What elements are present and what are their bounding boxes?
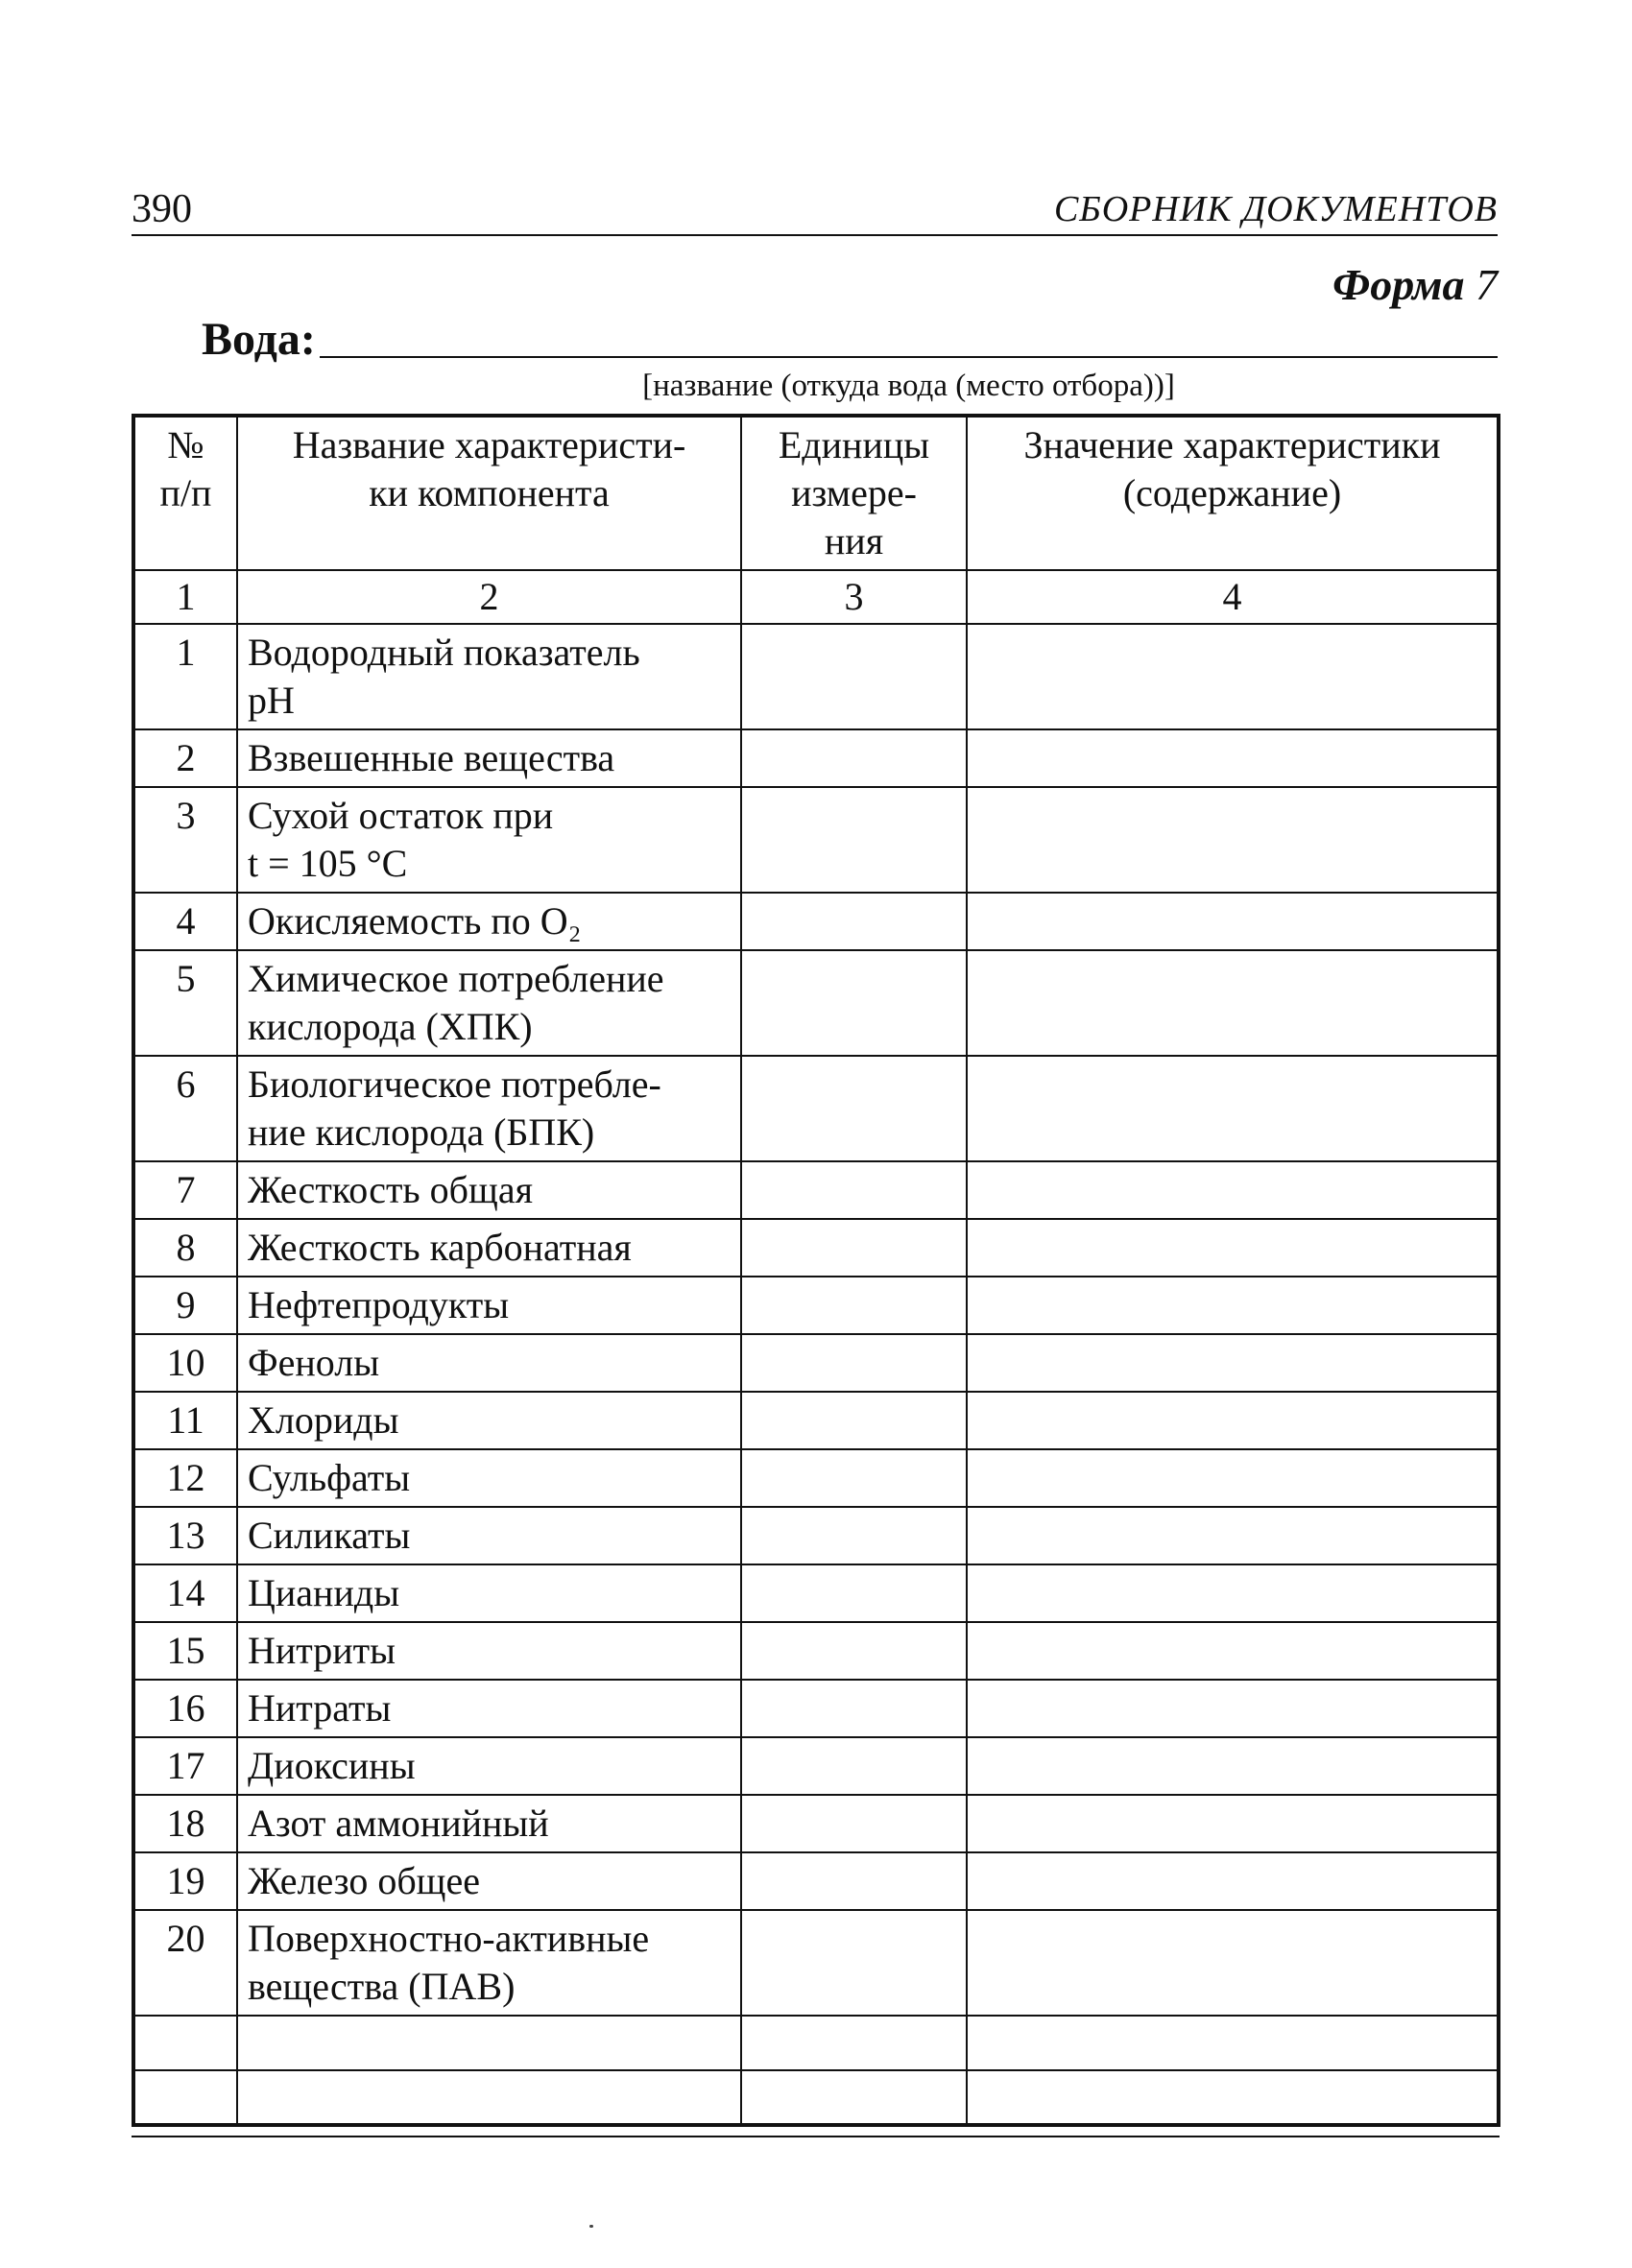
value-cell[interactable] — [967, 893, 1499, 950]
unit-cell[interactable] — [741, 2070, 967, 2125]
characteristic-name — [237, 787, 741, 893]
characteristic-name-line: ние кислорода (БПК) — [248, 1110, 595, 1154]
row-number — [133, 2016, 237, 2070]
value-cell[interactable] — [967, 2016, 1499, 2070]
header-number-line: № — [167, 423, 204, 466]
water-label: Вода: — [202, 314, 316, 365]
characteristic-name-line: Фенолы — [248, 1341, 380, 1384]
value-cell[interactable] — [967, 624, 1499, 729]
table-row — [133, 1277, 1499, 1334]
form-label-word: Форма — [1332, 260, 1465, 309]
table-row — [133, 1737, 1499, 1795]
characteristic-name-line: Сульфаты — [248, 1456, 411, 1499]
characteristic-name-line: Азот аммонийный — [248, 1802, 549, 1845]
table-row — [133, 1219, 1499, 1277]
unit-cell[interactable] — [741, 1392, 967, 1449]
characteristic-name — [237, 1622, 741, 1680]
unit-cell[interactable] — [741, 787, 967, 893]
characteristic-name-line: Нефтепродукты — [248, 1283, 510, 1326]
header-value-line: Значение характеристики — [1023, 423, 1441, 466]
characteristic-name — [237, 1449, 741, 1507]
characteristic-name — [237, 1795, 741, 1852]
row-number: 17 — [133, 1737, 237, 1795]
characteristic-name-line: Биологическое потребле- — [248, 1062, 661, 1106]
unit-cell[interactable] — [741, 1910, 967, 2016]
header-unit — [741, 416, 967, 570]
header-name-line: ки компонента — [369, 471, 610, 514]
table-row — [133, 1449, 1499, 1507]
footer-rule — [132, 2136, 1500, 2137]
table-row — [133, 1795, 1499, 1852]
value-cell[interactable] — [967, 1449, 1499, 1507]
table-row — [133, 1392, 1499, 1449]
table-row — [133, 1334, 1499, 1392]
characteristic-name-line: Химическое потребление — [248, 957, 664, 1000]
header-name-line: Название характеристи- — [292, 423, 686, 466]
page-number: 390 — [132, 187, 192, 231]
row-number: 18 — [133, 1795, 237, 1852]
unit-cell[interactable] — [741, 1852, 967, 1910]
unit-cell[interactable] — [741, 2016, 967, 2070]
value-cell[interactable] — [967, 1334, 1499, 1392]
value-cell[interactable] — [967, 1910, 1499, 2016]
characteristic-name-line: кислорода (ХПК) — [248, 1005, 533, 1048]
water-name-field[interactable] — [320, 356, 1498, 358]
unit-cell[interactable] — [741, 1795, 967, 1852]
table-row — [133, 1161, 1499, 1219]
table-row — [133, 893, 1499, 950]
row-number: 16 — [133, 1680, 237, 1737]
value-cell[interactable] — [967, 1392, 1499, 1449]
form-label-number: 7 — [1476, 260, 1498, 309]
characteristic-name-line: Поверхностно-активные — [248, 1917, 650, 1960]
characteristic-name — [237, 1277, 741, 1334]
characteristic-name-line: вещества (ПАВ) — [248, 1965, 516, 2008]
value-cell[interactable] — [967, 1219, 1499, 1277]
characteristic-name-line: Жесткость карбонатная — [248, 1226, 632, 1269]
characteristic-name — [237, 1680, 741, 1737]
column-number: 2 — [237, 570, 741, 624]
unit-cell[interactable] — [741, 1449, 967, 1507]
unit-cell[interactable] — [741, 1056, 967, 1161]
row-number: 1 — [133, 624, 237, 729]
unit-cell[interactable] — [741, 1737, 967, 1795]
characteristic-name — [237, 1161, 741, 1219]
print-speck — [589, 2225, 593, 2228]
header-number-line: п/п — [159, 471, 212, 514]
table-row — [133, 2016, 1499, 2070]
row-number: 19 — [133, 1852, 237, 1910]
row-number: 9 — [133, 1277, 237, 1334]
table-header-row — [133, 416, 1499, 570]
table-row — [133, 1564, 1499, 1622]
row-number: 2 — [133, 729, 237, 787]
unit-cell[interactable] — [741, 729, 967, 787]
characteristic-name — [237, 1910, 741, 2016]
value-cell[interactable] — [967, 1056, 1499, 1161]
characteristic-name-line: Силикаты — [248, 1514, 411, 1557]
header-unit-line: ния — [824, 519, 884, 562]
characteristic-name — [237, 2016, 741, 2070]
running-head — [132, 184, 1498, 236]
value-cell[interactable] — [967, 1737, 1499, 1795]
row-number: 15 — [133, 1622, 237, 1680]
characteristic-name-line: Железо общее — [248, 1859, 480, 1902]
value-cell[interactable] — [967, 1564, 1499, 1622]
unit-cell[interactable] — [741, 1564, 967, 1622]
value-cell[interactable] — [967, 1507, 1499, 1564]
characteristic-name-line: Диоксины — [248, 1744, 416, 1787]
table-row — [133, 729, 1499, 787]
row-number: 8 — [133, 1219, 237, 1277]
characteristic-name — [237, 950, 741, 1056]
column-number: 3 — [741, 570, 967, 624]
unit-cell[interactable] — [741, 893, 967, 950]
value-cell[interactable] — [967, 2070, 1499, 2125]
unit-cell[interactable] — [741, 1334, 967, 1392]
characteristic-name — [237, 893, 741, 950]
running-title: СБОРНИК ДОКУМЕНТОВ — [1053, 189, 1498, 229]
unit-cell[interactable] — [741, 1161, 967, 1219]
characteristic-name-line: Водородный показатель — [248, 631, 640, 674]
row-number: 14 — [133, 1564, 237, 1622]
characteristic-name-line: t = 105 °C — [248, 842, 408, 885]
characteristic-name — [237, 1219, 741, 1277]
characteristic-name — [237, 1737, 741, 1795]
unit-cell[interactable] — [741, 1277, 967, 1334]
value-cell[interactable] — [967, 1680, 1499, 1737]
water-name-hint: [название (откуда вода (место отбора))] — [642, 369, 1175, 403]
value-cell[interactable] — [967, 950, 1499, 1056]
unit-cell[interactable] — [741, 950, 967, 1056]
value-cell[interactable] — [967, 1622, 1499, 1680]
value-cell[interactable] — [967, 1161, 1499, 1219]
table-row — [133, 1852, 1499, 1910]
water-characteristics-table — [132, 414, 1500, 2127]
characteristic-name — [237, 1056, 741, 1161]
table-row — [133, 950, 1499, 1056]
characteristic-name — [237, 729, 741, 787]
column-number: 4 — [967, 570, 1499, 624]
characteristic-name-line: Жесткость общая — [248, 1168, 533, 1211]
unit-cell[interactable] — [741, 624, 967, 729]
row-number: 3 — [133, 787, 237, 893]
characteristic-name-line: Сухой остаток при — [248, 794, 554, 837]
column-numbers-row — [133, 570, 1499, 624]
header-name — [237, 416, 741, 570]
characteristic-name — [237, 2070, 741, 2125]
table-row — [133, 624, 1499, 729]
characteristic-name — [237, 1507, 741, 1564]
row-number: 20 — [133, 1910, 237, 2016]
header-unit-line: измере- — [791, 471, 917, 514]
table-row — [133, 787, 1499, 893]
header-value-line: (содержание) — [1122, 471, 1342, 514]
value-cell[interactable] — [967, 1852, 1499, 1910]
value-cell[interactable] — [967, 787, 1499, 893]
unit-cell[interactable] — [741, 1622, 967, 1680]
characteristic-name-line: Цианиды — [248, 1571, 400, 1614]
header-value — [967, 416, 1499, 570]
row-number: 12 — [133, 1449, 237, 1507]
table-row — [133, 1910, 1499, 2016]
characteristic-name-line: Хлориды — [248, 1398, 399, 1442]
row-number: 4 — [133, 893, 237, 950]
unit-cell[interactable] — [741, 1507, 967, 1564]
characteristic-name — [237, 1334, 741, 1392]
value-cell[interactable] — [967, 729, 1499, 787]
value-cell[interactable] — [967, 1277, 1499, 1334]
column-number: 1 — [133, 570, 237, 624]
row-number: 11 — [133, 1392, 237, 1449]
table-row — [133, 2070, 1499, 2125]
row-number: 7 — [133, 1161, 237, 1219]
header-unit-line: Единицы — [778, 423, 930, 466]
row-number — [133, 2070, 237, 2125]
characteristic-name-line: pH — [248, 679, 295, 722]
table-row — [133, 1056, 1499, 1161]
value-cell[interactable] — [967, 1795, 1499, 1852]
table-row — [133, 1622, 1499, 1680]
table-row — [133, 1680, 1499, 1737]
header-number — [133, 416, 237, 570]
characteristic-name-line: Взвешенные вещества — [248, 736, 615, 779]
table-row — [133, 1507, 1499, 1564]
characteristic-name-line: Нитриты — [248, 1629, 396, 1672]
unit-cell[interactable] — [741, 1219, 967, 1277]
characteristic-name — [237, 624, 741, 729]
unit-cell[interactable] — [741, 1680, 967, 1737]
characteristic-name — [237, 1564, 741, 1622]
characteristic-name-line: Окисляемость по O₂ — [248, 899, 582, 943]
row-number: 13 — [133, 1507, 237, 1564]
row-number: 10 — [133, 1334, 237, 1392]
characteristic-name — [237, 1392, 741, 1449]
form-label — [1332, 257, 1498, 313]
row-number: 5 — [133, 950, 237, 1056]
characteristic-name — [237, 1852, 741, 1910]
row-number: 6 — [133, 1056, 237, 1161]
characteristic-name-line: Нитраты — [248, 1686, 392, 1730]
